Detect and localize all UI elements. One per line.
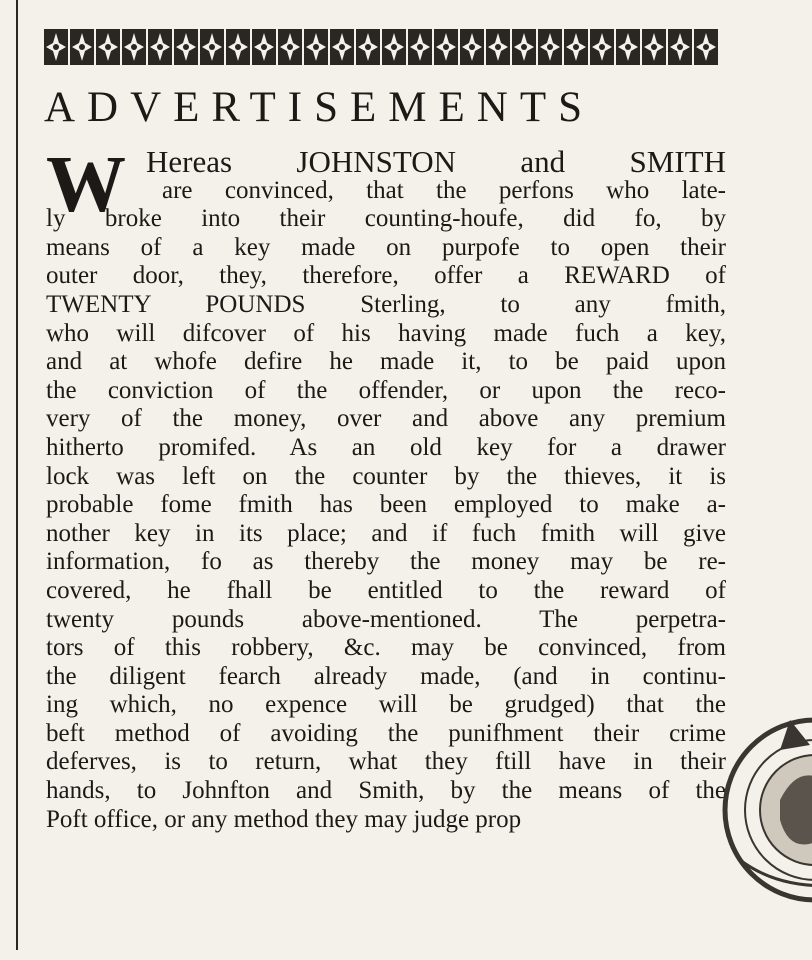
article-line: ly broke into their counting-houfe, did fo, by	[46, 205, 726, 233]
article-line: Poft office, or any method they may judge prop	[46, 805, 522, 833]
article-line: who will difcover of his having made fuch a key,	[46, 319, 726, 347]
star-ornament-icon	[694, 27, 718, 67]
article-line: are convinced, that the perfons who late-	[162, 176, 726, 204]
star-ornament-icon	[382, 27, 406, 67]
star-ornament-icon	[44, 27, 68, 67]
article-line: tors of this robbery, &c. may be convinced, from	[46, 634, 726, 662]
star-ornament-icon	[590, 27, 614, 67]
star-ornament-icon	[538, 27, 562, 67]
star-ornament-icon	[564, 27, 588, 67]
article-line: hitherto promifed. As an old key for a drawer	[46, 433, 726, 461]
page-heading: ADVERTISEMENTS	[44, 84, 595, 131]
advertisement-article	[46, 141, 726, 834]
star-ornament-icon	[330, 27, 354, 67]
article-line: ing which, no expence will be grudged) that the	[46, 691, 726, 719]
article-line: information, fo as thereby the money may be re-	[46, 548, 726, 576]
article-line: beft method of avoiding the punifhment their crime	[46, 719, 726, 747]
article-line: twenty pounds above-mentioned. The perpetra-	[46, 605, 726, 633]
star-ornament-icon	[200, 27, 224, 67]
star-ornament-icon	[226, 27, 250, 67]
article-line: nother key in its place; and if fuch fmith will give	[46, 519, 726, 547]
article-line: deferves, is to return, what they ftill have in their	[46, 748, 726, 776]
drop-cap-letter: W	[46, 141, 126, 229]
article-line: Hereas JOHNSTON and SMITH	[146, 148, 726, 177]
star-ornament-icon	[70, 27, 94, 67]
star-ornament-icon	[512, 27, 536, 67]
postmark-seal-icon	[720, 690, 812, 960]
article-line: lock was left on the counter by the thieves, it is	[46, 462, 726, 490]
star-ornament-icon	[434, 27, 458, 67]
star-ornament-icon	[252, 27, 276, 67]
article-line: TWENTY POUNDS Sterling, to any fmith,	[46, 290, 726, 318]
star-ornament-icon	[668, 27, 692, 67]
star-ornament-icon	[278, 27, 302, 67]
star-ornament-icon	[304, 27, 328, 67]
star-ornament-icon	[642, 27, 666, 67]
article-line: very of the money, over and above any premium	[46, 405, 726, 433]
article-body	[46, 141, 726, 834]
star-ornament-icon	[408, 27, 432, 67]
star-ornament-icon	[356, 27, 380, 67]
article-line: outer door, they, therefore, offer a REWARD of	[46, 262, 726, 290]
article-line: means of a key made on purpofe to open their	[46, 233, 726, 261]
star-ornament-icon	[486, 27, 510, 67]
star-ornament-icon	[122, 27, 146, 67]
article-line: hands, to Johnfton and Smith, by the means of the	[46, 777, 726, 805]
article-line: the diligent fearch already made, (and in continu-	[46, 662, 726, 690]
star-ornament-icon	[460, 27, 484, 67]
star-ornament-icon	[616, 27, 640, 67]
article-line: the conviction of the offender, or upon the reco-	[46, 376, 726, 404]
ornamental-border	[44, 24, 724, 70]
column-rule	[16, 0, 18, 950]
article-line: covered, he fhall be entitled to the reward of	[46, 576, 726, 604]
star-ornament-icon	[148, 27, 172, 67]
article-line: and at whofe defire he made it, to be paid upon	[46, 348, 726, 376]
star-ornament-icon	[174, 27, 198, 67]
article-line: probable fome fmith has been employed to make a-	[46, 491, 726, 519]
star-ornament-icon	[96, 27, 120, 67]
